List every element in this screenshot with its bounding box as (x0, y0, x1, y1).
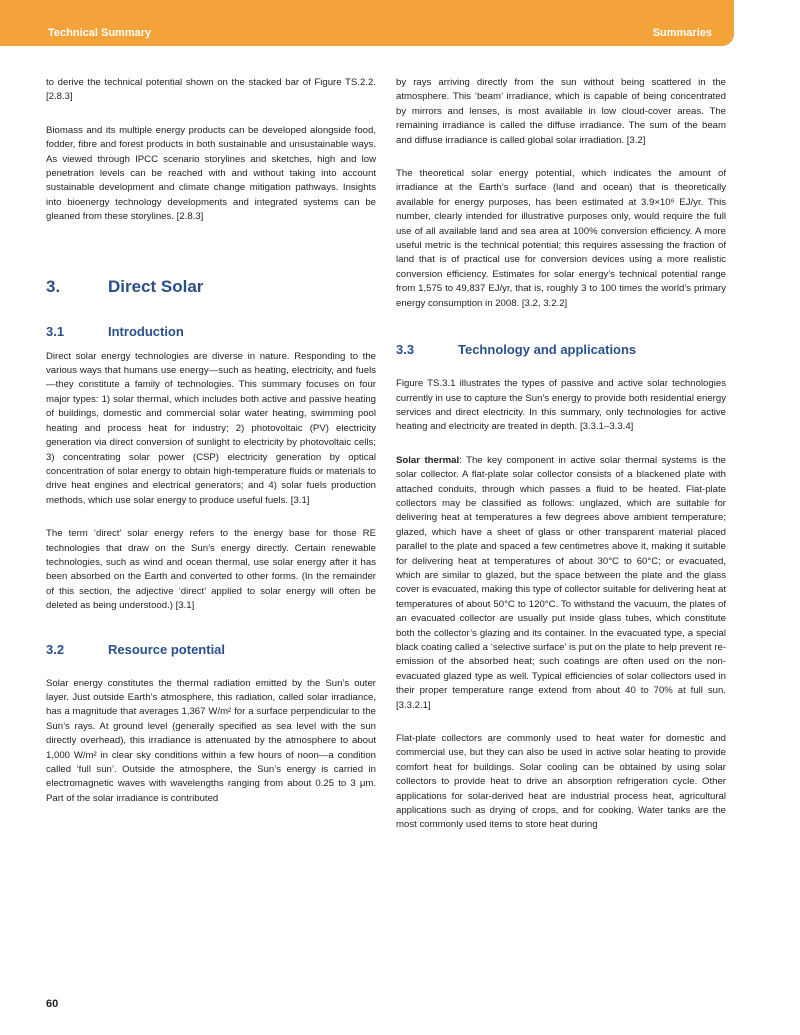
page-number: 60 (46, 998, 59, 1010)
right-column (396, 76, 726, 833)
section-heading (46, 277, 376, 297)
section-number: 3. (46, 276, 61, 296)
subsection-heading (46, 324, 376, 339)
subsection-number: 3.2 (46, 641, 65, 657)
run-in-heading: Solar thermal (396, 454, 460, 466)
header-right-title: Summaries (652, 27, 712, 39)
page-header (0, 0, 734, 46)
paragraph: Figure TS.3.1 illustrates the types of passive and active solar technologies currently in use to capture the Sun’s energy to provide both residential energy services and direct electricity. In this summary, only technologies for active heating and electricity are treated in depth. [3.3.1–3.3.4] (396, 378, 726, 433)
paragraph: Solar energy constitutes the thermal radiation emitted by the Sun’s outer layer. Just outside Earth’s atmosphere, this radiation, called solar irradiance, has a magnitude that averages 1,367 W/m² for a surface perpendicular to the Sun’s rays. At ground level (generally specified as sea level with the sun directly overhead), this irradiance is attenuated by the atmosphere to about 1,000 W/m² in clear sky conditions within a few hours of noon—a condition called ‘full sun’. Outside the atmosphere, the Sun’s energy is carried in electromagnetic waves with wavelengths ranging from about 0.25 to 3 μm. Part of the solar irradiance is contributed (46, 677, 376, 804)
subsection-number: 3.3 (396, 342, 415, 358)
paragraph: Direct solar energy technologies are diverse in nature. Responding to the various ways that humans use energy—such as heating, electricity, and fuels—they constitute a family of technologies. This summary focuses on four major types: 1) solar thermal, which includes both active and passive heating of buildings, domestic and commercial solar water heating, swimming pool heating and process heat for industry; 2) photovoltaic (PV) electricity generation via direct conversion of sunlight to electricity by photovoltaic cells; 3) concentrating solar power (CSP) electricity generation by optical concentration of solar energy to obtain high-temperature fluids or materials to drive heat engines and electrical generators; and 4) solar fuels production methods, which use solar energy to produce useful fuels. [3.1] (46, 350, 376, 506)
left-column (46, 76, 376, 806)
paragraph: Biomass and its multiple energy products can be developed alongside food, fodder, fibre and forest products in both sustainable and unsustainable ways. As viewed through IPCC scenario storylines and sketches, high and low penetration levels can be reached with and without taking into account sustainable development and climate change mitigation pathways. Insights into bioenergy technology developments and integrated systems can be gleaned from these storylines. [2.8.3] (46, 124, 376, 223)
paragraph: Flat-plate collectors are commonly used to heat water for domestic and commercial use, but they can also be used in active solar heating to provide comfort heat for buildings. Solar cooling can be obtained by using solar collectors to provide heat to drive an absorption refrigeration cycle. Other applications for solar-derived heat are industrial process heat, agricultural applications such as drying of crops, and for cooking. Water tanks are the most commonly used items to store heat during (396, 733, 726, 831)
subsection-title: Introduction (108, 323, 184, 339)
paragraph: The theoretical solar energy potential, which indicates the amount of irradiance at the Earth’s surface (land and ocean) that is theoretically available for energy purposes, has been estimated at 3.9×10⁶ EJ/yr. This number, clearly intended for illustrative purposes only, would require the full use of all available land and sea area at 100% conversion efficiency. A more useful metric is the technical potential; this requires assessing the fraction of land that is of practical use for conversion devices using a more realistic conversion efficiency. Estimates for solar energy’s technical potential range from 1,575 to 49,837 EJ/yr, that is, roughly 3 to 100 times the world’s primary energy consumption in 2008. [3.2, 3.2.2] (396, 168, 726, 309)
paragraph: by rays arriving directly from the sun without being scattered in the atmosphere. This ‘beam’ irradiance, which is capable of being concentrated by mirrors and lenses, is most available in low cloud-cover areas. The remaining irradiance is called the diffuse irradiance. The sum of the beam and diffuse irradiance is called global solar irradiation. [3.2] (396, 77, 726, 146)
paragraph-body: : The key component in active solar thermal systems is the solar collector. A flat-plate solar collector consists of a blackened plate with attached conduits, through which passes a fluid to be heated. Flat-plate collectors may be classified as follows: unglazed, which are suitable for delivering heat at temperatures a few degrees above ambient temperature; glazed, which have a sheet of glass or other transparent material placed parallel to the plate and spaced a few centimetres above it, making it suitable for delivering heat at temperatures of about 30°C to 60°C; or evacuated, which are similar to glazed, but the space between the plate and the glass cover is evacuated, making this type of collector suitable for delivering heat at temperatures of about 50°C to 120°C. To withstand the vacuum, the plates of an evacuated collector are usually put inside glass tubes, which constitute both the collector’s glazing and its container. In the evacuated type, a special black coating called a ‘selective surface’ is put on the plate to help prevent re-emission of the absorbed heat; such coatings are often used on the non-evacuated glazed type as well. Typical efficiencies of solar collectors used in their proper temperature range extend from about 40 to 70% at full sun. [3.3.2.1] (396, 454, 726, 711)
subsection-heading (396, 342, 726, 357)
subsection-number: 3.1 (46, 323, 65, 339)
subsection-heading (46, 642, 376, 657)
paragraph: The term ‘direct’ solar energy refers to the energy base for those RE technologies that draw on the Sun’s energy directly. Certain renewable technologies, such as wind and ocean thermal, use solar energy after it has been absorbed on the Earth and converted to other forms. (In the remainder of this section, the adjective ‘direct’ applied to solar energy will often be deleted as being understood.) [3.1] (46, 528, 376, 612)
section-title: Direct Solar (108, 276, 204, 296)
paragraph: to derive the technical potential shown on the stacked bar of Figure TS.2.2. [2.8.3] (46, 77, 376, 103)
subsection-title: Resource potential (108, 641, 226, 657)
subsection-title: Technology and applications (458, 342, 637, 358)
header-left-title: Technical Summary (48, 27, 152, 39)
paragraph (396, 454, 726, 713)
